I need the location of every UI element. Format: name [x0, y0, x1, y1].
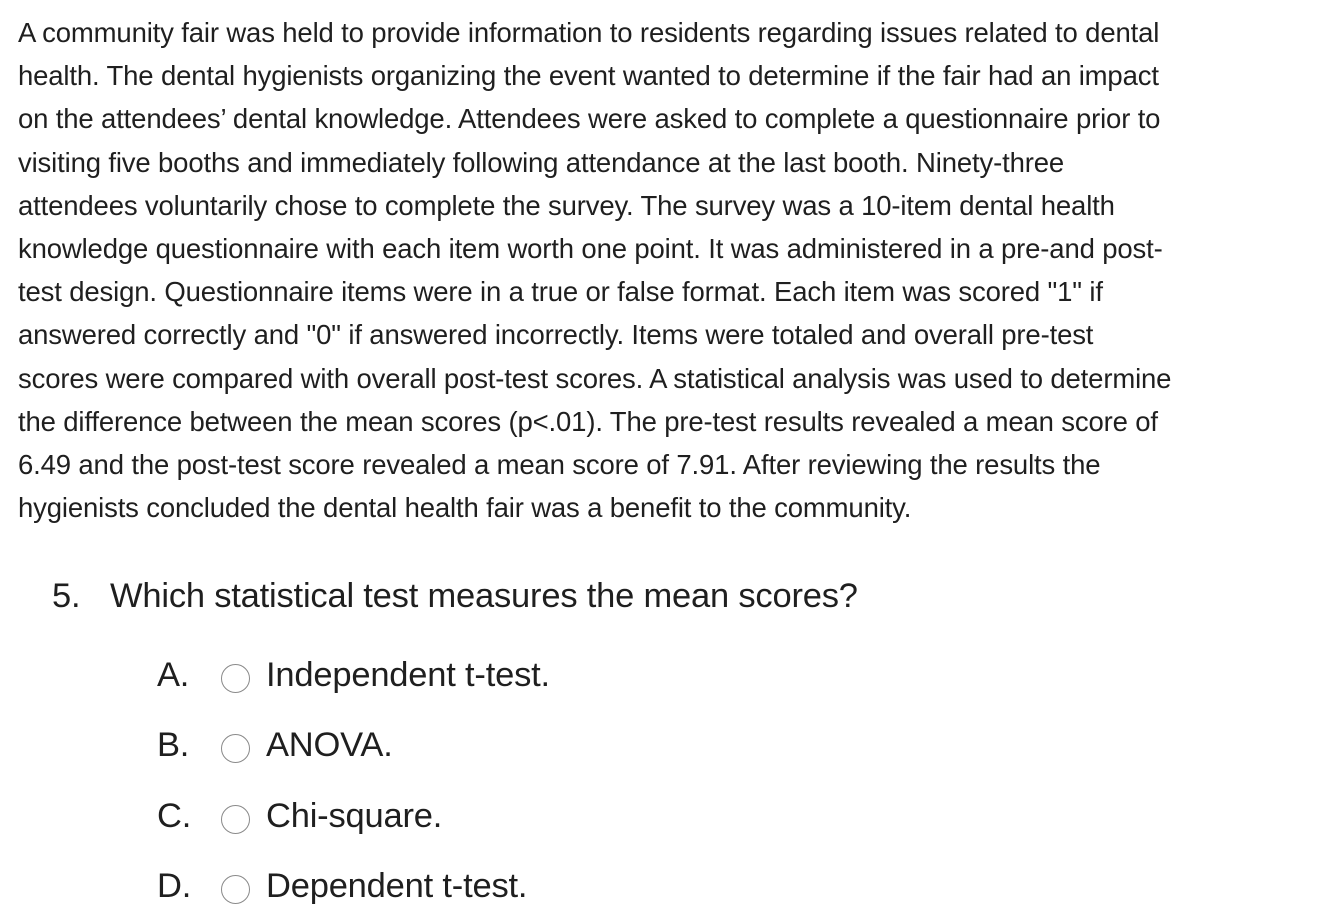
passage-line: test design. Questionnaire items were in a true or false format. Each item was scored "1" if [18, 270, 1330, 313]
radio-button-a[interactable] [221, 664, 250, 693]
passage-line: hygienists concluded the dental health fair was a benefit to the community. [18, 486, 1330, 529]
passage-line: health. The dental hygienists organizing the event wanted to determine if the fair had an impact [18, 54, 1330, 97]
option-d[interactable] [157, 852, 550, 922]
option-letter: B. [157, 726, 221, 765]
passage-line: 6.49 and the post-test score revealed a mean score of 7.91. After reviewing the results the [18, 443, 1330, 486]
answer-options [157, 640, 550, 922]
option-c[interactable] [157, 781, 550, 852]
radio-button-b[interactable] [221, 734, 250, 763]
question-number: 5. [52, 574, 110, 618]
passage [18, 11, 1330, 529]
option-letter: D. [157, 867, 221, 906]
option-a[interactable] [157, 640, 550, 711]
passage-line: A community fair was held to provide information to residents regarding issues related to dental [18, 11, 1330, 54]
option-letter: A. [157, 656, 221, 695]
passage-line: visiting five booths and immediately following attendance at the last booth. Ninety-three [18, 141, 1330, 184]
passage-line: answered correctly and "0" if answered incorrectly. Items were totaled and overall pre-test [18, 313, 1330, 356]
passage-line: knowledge questionnaire with each item worth one point. It was administered in a pre-and post- [18, 227, 1330, 270]
option-text: Independent t-test. [266, 656, 550, 695]
passage-line: scores were compared with overall post-test scores. A statistical analysis was used to determine [18, 357, 1330, 400]
option-text: Chi-square. [266, 797, 442, 836]
radio-button-d[interactable] [221, 875, 250, 904]
option-text: ANOVA. [266, 726, 393, 765]
option-b[interactable] [157, 711, 550, 782]
passage-line: on the attendees’ dental knowledge. Attendees were asked to complete a questionnaire prior to [18, 97, 1330, 140]
option-text: Dependent t-test. [266, 867, 527, 906]
option-letter: C. [157, 797, 221, 836]
radio-button-c[interactable] [221, 805, 250, 834]
passage-line: the difference between the mean scores (p<.01). The pre-test results revealed a mean score of [18, 400, 1330, 443]
question-text: Which statistical test measures the mean scores? [110, 577, 858, 615]
question-stem [52, 574, 858, 618]
passage-line: attendees voluntarily chose to complete the survey. The survey was a 10-item dental health [18, 184, 1330, 227]
